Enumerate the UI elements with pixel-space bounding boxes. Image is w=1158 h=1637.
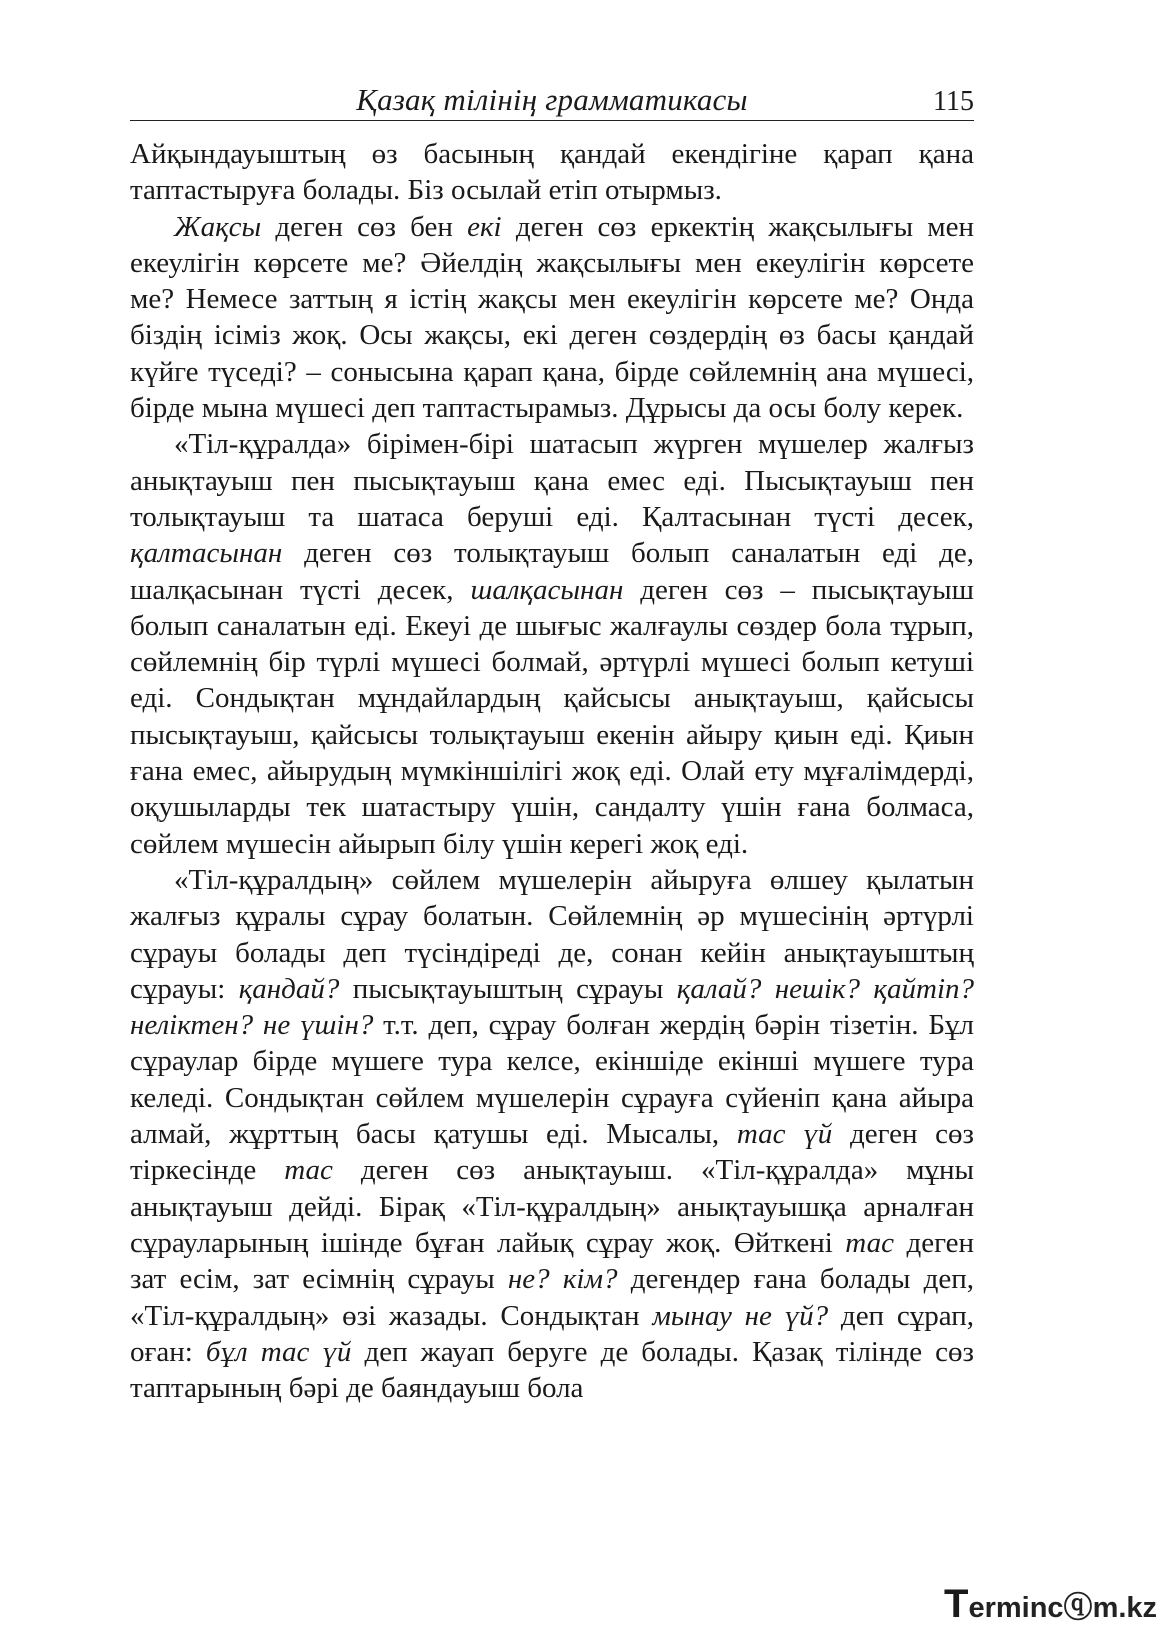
text-run: деген сөз бен [261,210,468,243]
italic-term: қандай? [238,972,340,1005]
text-run: т.т. деп, сұрау болған жердің бәрін тізетін. Бұл сұраулар бірде мүшеге тура келсе, екіншіде екінші мүшеге тура келеді. Сондықтан сөйлем мүшелерін сұрауға сүйеніп қана айыра алмай, жұрттың басы қатушы еді. Мысалы, [130,1009,974,1151]
paragraph [130,426,974,862]
italic-term: тас [845,1226,894,1259]
italic-term: екі [467,210,502,243]
text-run: деп сұрап, оған: [130,1299,974,1368]
terminqom-watermark-logo [944,1582,1158,1626]
italic-term: бұл тас үй [205,1335,352,1368]
italic-term: Жақсы [174,210,262,243]
watermark-domain: m.kz [1092,1592,1158,1624]
italic-term: мынау не үй? [652,1299,829,1332]
italic-term: тас [284,1154,333,1187]
running-title: Қазақ тілінің грамматикасы [356,82,748,117]
italic-term: не? кім? [507,1263,618,1296]
paragraph [130,862,974,1406]
text-run: деген сөз тіркесінде [130,1118,975,1187]
page-number: 115 [933,86,974,117]
watermark-initial: T [944,1582,969,1626]
italic-term: шалқасынан [470,573,624,606]
text-run: «Тіл-құралдың» сөйлем мүшелерін айыруға өлшеу қылатын жалғыз құралы сұрау болатын. Сөйлемнің әр мүшесінің әртүрлі сұрауы болады деп түсіндіреді де, сонан кейін анықтауыштың сұрауы: [130,863,974,1005]
text-run: Айқындауыштың өз басының қандай екендігіне қарап қана таптастыруға болады. Біз осылай етіп отырмыз. [130,138,974,207]
running-header [130,78,974,121]
text-run: пысықтауыштың сұрауы [339,972,677,1005]
text-run: «Тіл-құралда» бірімен-бірі шатасып жүрген мүшелер жалғыз анықтауыш пен пысықтауыш қана емес еді. Пысықтауыш пен толықтауыш та шатаса беруші еді. Қалтасынан түсті десек, [130,428,974,533]
watermark-search-icon: ⓠ [1063,1592,1093,1624]
paragraph [130,136,974,209]
body-text [130,136,974,1406]
text-run: дегендер ғана болады деп, «Тіл-құралдың» өзі жазады. Сондықтан [130,1263,974,1332]
text-run: деген зат есім, зат есімнің сұрауы [130,1226,974,1296]
text-run: деген сөз толықтауыш болып саналатын еді де, шалқасынан түсті десек, [130,537,974,606]
text-run: деп жауап беруге де болады. Қазақ тілінде сөз таптарының бәрі де баяндауыш бола [130,1335,975,1405]
watermark-text: erminc [968,1592,1064,1624]
text-run: деген сөз анықтауыш. «Тіл-құралда» мұны анықтауыш дейді. Бірақ «Тіл-құралдың» анықтауышқа арналған сұрауларының ішінде бұған лайық сұрау жоқ. Өйткені [130,1154,974,1259]
italic-term: қалай? нешік? қайтіп? неліктен? не үшін? [130,972,974,1042]
italic-term: тас үй [736,1118,833,1151]
italic-term: қалтасынан [130,537,283,570]
text-run: деген сөз – пысықтауыш болып саналатын еді. Екеуі де шығыс жалғаулы сөздер бола тұрып, сөйлемнің бір түрлі мүшесі болмай, әртүрлі мүшесі болып кетуші еді. Сондықтан мұндайлардың қайсысы анықтауыш, қайсысы пысықтауыш, қайсысы толықтауыш екенін айыру қиын еді. Қиын ғана емес, айырудың мүмкіншілігі жоқ еді. Олай ету мұғалімдерді, оқушыларды тек шатастыру үшін, сандалту үшін ғана болмаса, сөйлем мүшесін айырып білу үшін керегі жоқ еді. [130,573,974,860]
paragraph [130,209,974,427]
text-run: деген сөз еркектің жақсылығы мен екеулігін көрсете ме? Әйелдің жақсылығы мен екеулігін көрсете ме? Немесе заттың я істің жақсы мен екеулігін көрсете ме? Онда біздің ісіміз жоқ. Осы жақсы, екі деген сөздердің өз басы қандай күйге түседі? – сонысына қарап қана, бірде сөйлемнің ана мүшесі, бірде мына мүшесі деп таптастырамыз. Дұрысы да осы болу керек. [130,210,974,425]
